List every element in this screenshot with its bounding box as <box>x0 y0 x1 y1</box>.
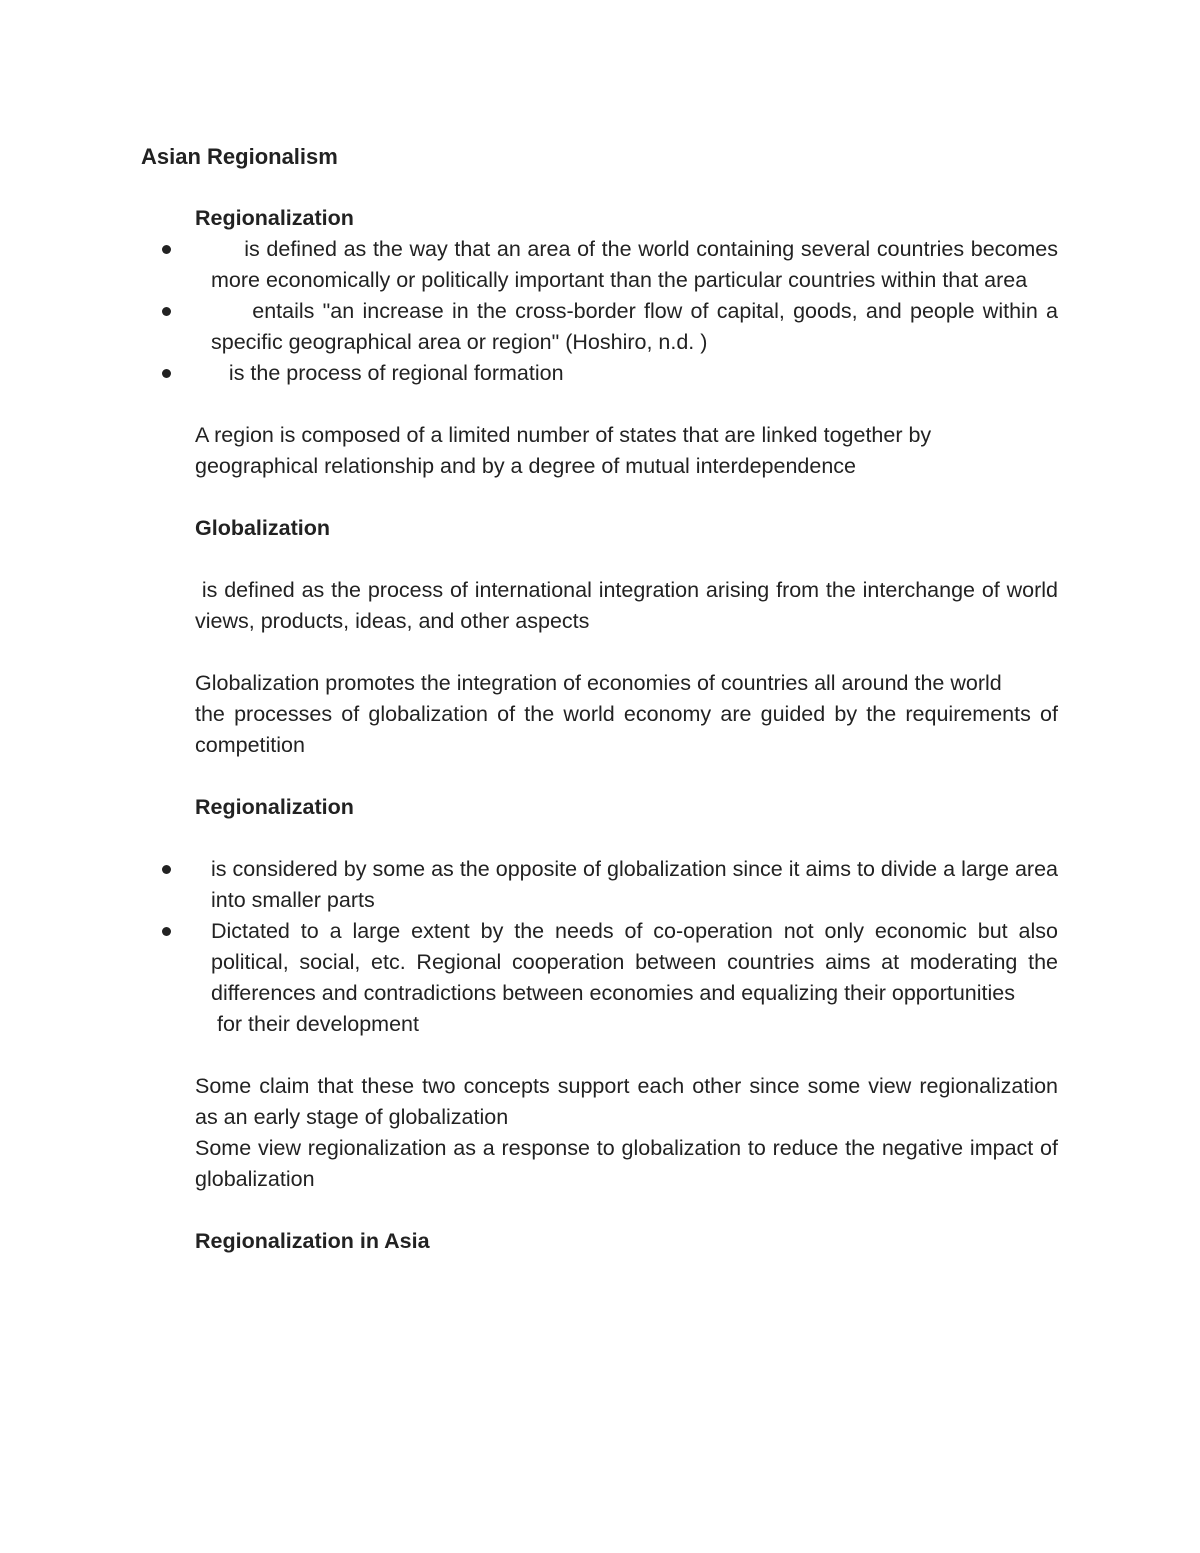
list-item-text: is defined as the way that an area of the world containing several countries becomes more economically or politically important than the particular countries within that area <box>211 237 1064 292</box>
bullet-icon <box>162 927 171 936</box>
claim-paragraph: Some claim that these two concepts support each other since some view regionalization as an early stage of globalization <box>195 1074 1058 1129</box>
spacer <box>195 1040 1058 1071</box>
section-heading-regionalization-2: Regionalization <box>195 795 354 819</box>
bullet-icon <box>162 369 171 378</box>
document-title: Asian Regionalism <box>141 144 338 169</box>
list-item <box>178 916 1058 1040</box>
spacer <box>195 482 1058 513</box>
list-item <box>178 296 1064 358</box>
response-paragraph: Some view regionalization as a response to globalization to reduce the negative impact of globalization <box>195 1136 1058 1191</box>
globalization-processes-paragraph: the processes of globalization of the world economy are guided by the requirements of competition <box>195 702 1058 757</box>
bullet-icon <box>162 865 171 874</box>
regionalization-characteristics-list <box>178 854 1058 1040</box>
list-item <box>178 234 1064 296</box>
spacer <box>195 1195 1058 1226</box>
list-item <box>178 358 1058 389</box>
section-heading-regionalization: Regionalization <box>195 206 354 230</box>
bullet-icon <box>162 307 171 316</box>
list-item <box>178 854 1058 916</box>
list-item-text: is considered by some as the opposite of globalization since it aims to divide a large area into smaller parts <box>211 857 1058 912</box>
list-item-text: Dictated to a large extent by the needs of co-operation not only economic but also political, social, etc. Regional cooperation between countries aims at moderating the differences and contradictions between economies and equalizing their opportunities <box>211 919 1058 1005</box>
section-heading-regionalization-in-asia: Regionalization in Asia <box>195 1229 430 1253</box>
list-item-continuation: for their development <box>211 1012 419 1036</box>
section-heading-globalization: Globalization <box>195 516 330 540</box>
list-item-text: entails "an increase in the cross-border flow of capital, goods, and people within a specific geographical area or region" (Hoshiro, n.d. ) <box>211 299 1064 354</box>
spacer <box>195 761 1058 792</box>
spacer <box>195 823 1058 854</box>
spacer <box>195 389 1058 420</box>
list-item-text: is the process of regional formation <box>211 361 564 385</box>
region-definition-paragraph: A region is composed of a limited number of states that are linked together by geographical relationship and by a degree of mutual interdependence <box>195 423 932 478</box>
bullet-icon <box>162 245 171 254</box>
globalization-definition-paragraph: is defined as the process of international integration arising from the interchange of world views, products, ideas, and other aspects <box>195 578 1064 633</box>
globalization-promotes-paragraph: Globalization promotes the integration of economies of countries all around the world <box>195 671 1002 695</box>
spacer <box>195 544 1058 575</box>
regionalization-definition-list <box>178 234 1064 389</box>
document-body <box>195 203 1064 1257</box>
spacer <box>195 637 1058 668</box>
